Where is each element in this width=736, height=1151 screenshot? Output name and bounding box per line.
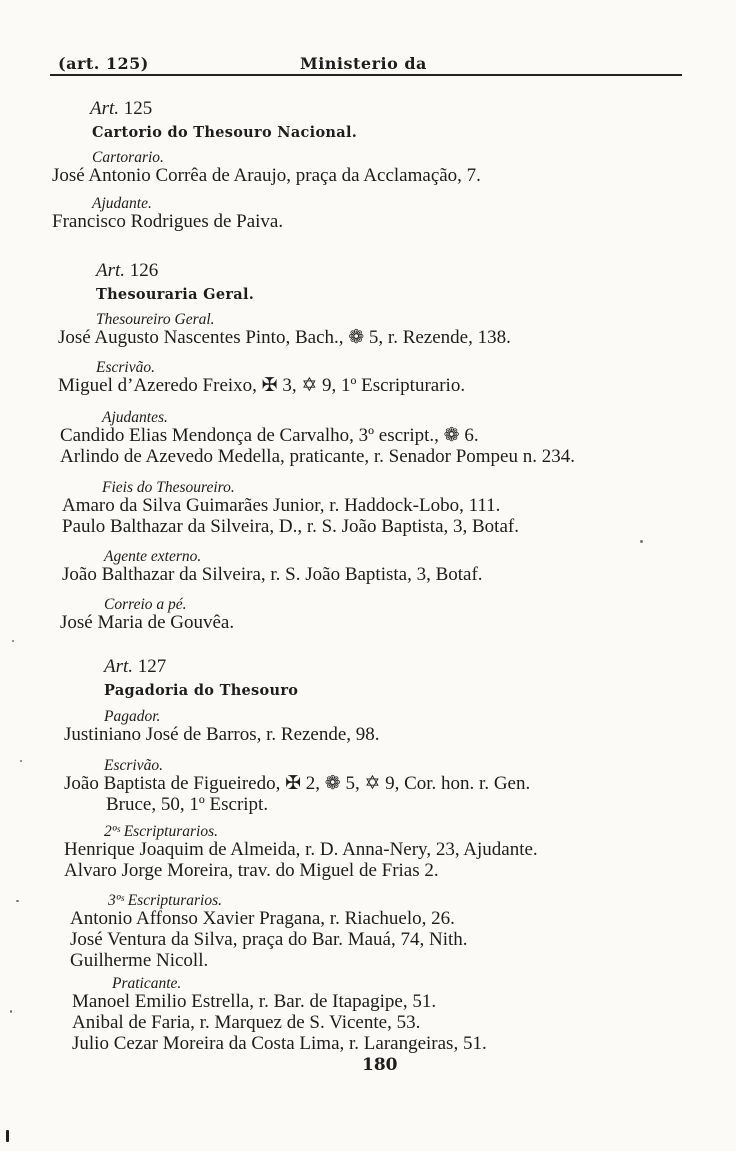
article-heading: Art. 127 — [104, 656, 167, 677]
running-head-title: Ministerio da — [300, 54, 427, 73]
entry-line: Julio Cezar Moreira da Costa Lima, r. Larangeiras, 51. — [72, 1033, 487, 1054]
role-title: Fieis do Thesoureiro. — [102, 479, 235, 496]
entry-line: Alvaro Jorge Moreira, trav. do Miguel de Frias 2. — [64, 860, 439, 881]
role-title: 2ºˢ Escripturarios. — [104, 823, 219, 840]
running-head-article: (art. 125) — [58, 54, 149, 73]
role-title: Escrivão. — [104, 757, 163, 774]
entry-line: Candido Elias Mendonça de Carvalho, 3º escript., ❁ 6. — [60, 425, 479, 446]
entry-line: Miguel d’Azeredo Freixo, ✠ 3, ✡ 9, 1º Escripturario. — [58, 375, 466, 396]
entry-line: José Antonio Corrêa de Araujo, praça da Acclamação, 7. — [52, 165, 481, 186]
scan-speck — [10, 1010, 12, 1013]
role-title: Ajudantes. — [102, 409, 168, 426]
article-heading: Art. 126 — [96, 260, 159, 281]
office-title: Pagadoria do Thesouro — [104, 682, 299, 699]
office-title: Cartorio do Thesouro Nacional. — [92, 124, 358, 141]
role-title: Thesoureiro Geral. — [96, 311, 215, 328]
entry-line: José Ventura da Silva, praça do Bar. Mauá, 74, Nith. — [70, 929, 468, 950]
entry-line: Amaro da Silva Guimarães Junior, r. Haddock-Lobo, 111. — [62, 495, 501, 516]
entry-line: João Baptista de Figueiredo, ✠ 2, ❁ 5, ✡ 9, Cor. hon. r. Gen. — [64, 773, 531, 794]
scan-speck — [12, 640, 14, 642]
scan-speck — [640, 540, 643, 543]
entry-line: José Augusto Nascentes Pinto, Bach., ❁ 5, r. Rezende, 138. — [58, 327, 511, 348]
role-title: 3ºˢ Escripturarios. — [108, 892, 223, 909]
entry-line: Arlindo de Azevedo Medella, praticante, r. Senador Pompeu n. 234. — [60, 446, 575, 467]
entry-line: João Balthazar da Silveira, r. S. João Baptista, 3, Botaf. — [62, 564, 483, 585]
scan-speck — [16, 900, 19, 902]
header-rule — [50, 74, 682, 76]
entry-line: Francisco Rodrigues de Paiva. — [52, 211, 284, 232]
entry-line: Justiniano José de Barros, r. Rezende, 98. — [64, 724, 380, 745]
office-title: Thesouraria Geral. — [96, 286, 255, 303]
entry-line: Anibal de Faria, r. Marquez de S. Vicente, 53. — [72, 1012, 421, 1033]
entry-line: Antonio Affonso Xavier Pragana, r. Riachuelo, 26. — [70, 908, 455, 929]
page-number: 180 — [362, 1055, 398, 1075]
entry-line: Bruce, 50, 1º Escript. — [106, 794, 269, 815]
role-title: Ajudante. — [92, 195, 152, 212]
entry-line: Guilherme Nicoll. — [70, 950, 209, 971]
entry-line: Henrique Joaquim de Almeida, r. D. Anna-Nery, 23, Ajudante. — [64, 839, 538, 860]
entry-line: José Maria de Gouvêa. — [60, 612, 235, 633]
role-title: Agente externo. — [104, 548, 202, 565]
role-title: Praticante. — [112, 975, 182, 992]
role-title: Pagador. — [104, 708, 161, 725]
scan-speck — [20, 760, 22, 762]
role-title: Escrivão. — [96, 359, 155, 376]
role-title: Cartorario. — [92, 149, 164, 166]
scan-speck — [6, 1130, 9, 1142]
role-title: Correio a pé. — [104, 596, 187, 613]
article-heading: Art. 125 — [90, 98, 153, 119]
entry-line: Paulo Balthazar da Silveira, D., r. S. João Baptista, 3, Botaf. — [62, 516, 519, 537]
entry-line: Manoel Emilio Estrella, r. Bar. de Itapagipe, 51. — [72, 991, 437, 1012]
